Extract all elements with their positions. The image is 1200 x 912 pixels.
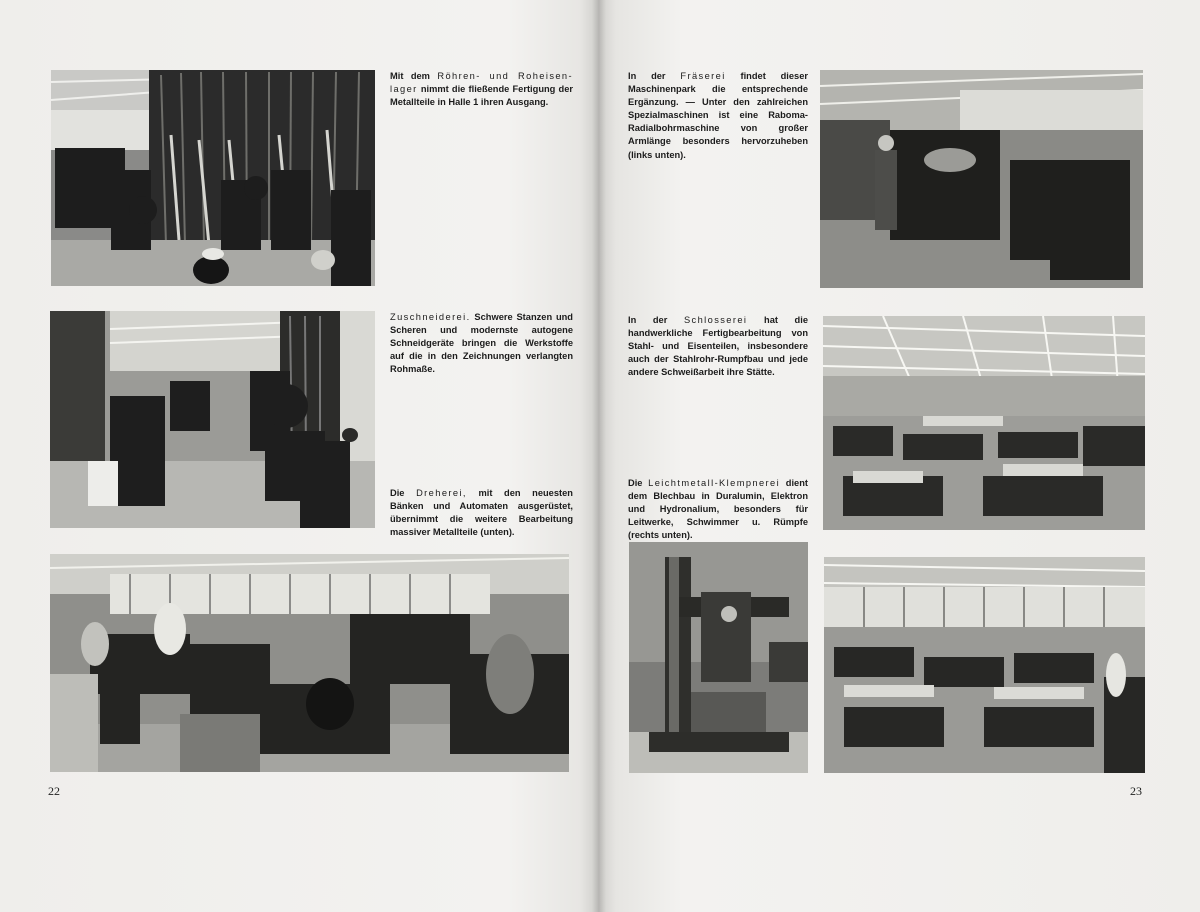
caption-schlosserei-pre: In der: [628, 315, 668, 325]
caption-fraeserei-pre: In der: [628, 71, 666, 81]
photo-klempnerei: [824, 557, 1145, 773]
caption-schlosserei-lead: Schlosserei: [683, 315, 748, 325]
caption-klempnerei-pre: Die: [628, 478, 643, 488]
caption-roehrenlager-lead: Röhren- und Roheisen-lager: [390, 71, 574, 95]
caption-dreherei: [390, 487, 573, 539]
caption-klempnerei-lead: Leichtmetall-Klempnerei: [648, 478, 781, 488]
caption-fraeserei-rest: findet dieser Maschinenpark die entsprechende Ergänzung. — Unter den zahlreichen Spezialmaschinen ist eine Raboma-Radialbohrmaschine von großer Armlänge besonders hervorzuheben (links unten).: [628, 71, 809, 160]
caption-dreherei-lead: Dreherei,: [416, 488, 467, 498]
caption-klempnerei-rest: dient dem Blechbau in Duralumin, Elektron und Hydronalium, besonders für Leitwerke, Schwimmer u. Rümpfe (rechts unten).: [628, 478, 808, 541]
caption-fraeserei-lead: Fräserei: [680, 71, 726, 81]
photo-radialbohrmaschine: [629, 542, 808, 773]
caption-zuschneiderei: [390, 311, 573, 376]
photo-roehrenlager: [51, 70, 375, 286]
photo-zuschneiderei: [50, 311, 375, 528]
caption-roehrenlager: [390, 70, 573, 109]
caption-dreherei-pre: Die: [390, 488, 405, 498]
caption-schlosserei-rest: hat die handwerkliche Fertigbearbeitung von Stahl- und Eisenteilen, insbesondere auch der Stahlrohr-Rumpfbau und jede andere Schweißarbeit ihre Stätte.: [628, 315, 808, 378]
photo-fraeserei: [820, 70, 1143, 288]
caption-dreherei-rest: mit den neuesten Bänken und Automaten ausgerüstet, übernimmt die weitere Bearbeitung massiver Metallteile (unten).: [390, 488, 573, 538]
page-number-left: 22: [48, 784, 60, 798]
photo-schlosserei: [823, 316, 1145, 530]
caption-fraeserei: [628, 70, 808, 162]
caption-roehrenlager-pre: Mit dem: [390, 71, 430, 81]
book-gutter: [592, 0, 606, 912]
page-number-right: 23: [1130, 784, 1142, 798]
caption-zuschneiderei-rest: Schwere Stanzen und Scheren und modernste autogene Schneidgeräte bringen die Werkstoffe auf die in den Zeichnungen verlangten Rohmaße.: [390, 312, 573, 375]
caption-klempnerei: [628, 477, 808, 542]
caption-schlosserei: [628, 314, 808, 379]
photo-dreherei: [50, 554, 569, 772]
caption-roehrenlager-rest: nimmt die fließende Fertigung der Metallteile in Halle 1 ihren Ausgang.: [390, 84, 573, 108]
caption-zuschneiderei-lead: Zuschneiderei.: [390, 312, 471, 322]
